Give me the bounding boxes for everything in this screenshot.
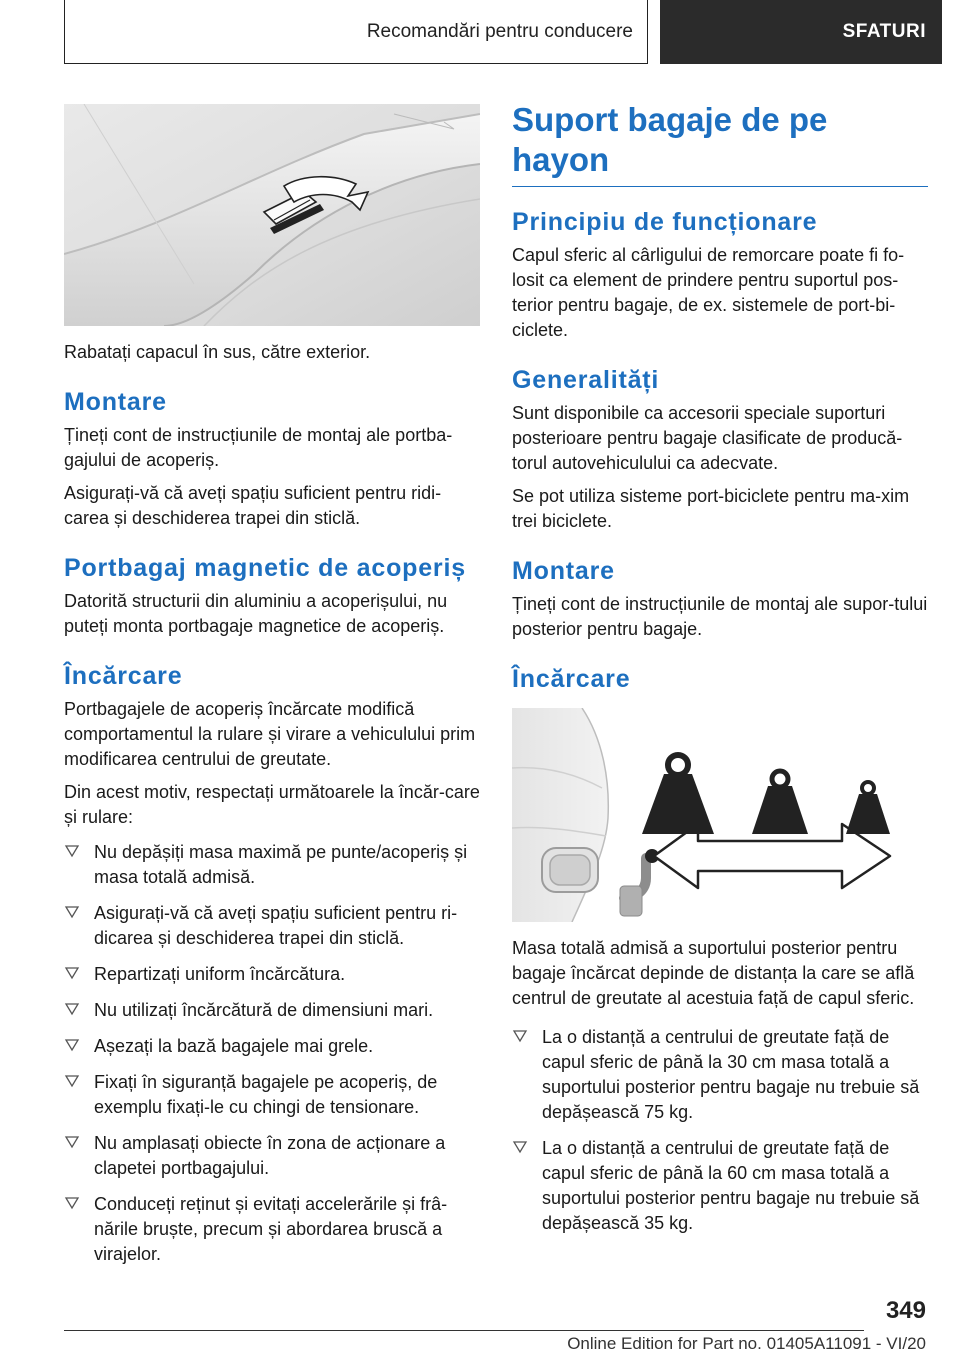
list-item: La o distanță a centrului de greutate față de capul sferic de până la 60 cm masa totală a suportului posterior pentru bagaje nu trebuie să depășească 35 kg. xyxy=(512,1136,928,1236)
paragraph: Țineți cont de instrucțiunile de montaj ale supor-tului posterior pentru bagaje. xyxy=(512,594,928,639)
triangle-bullet-icon xyxy=(64,1134,80,1150)
heading-principiu: Principiu de funcționare xyxy=(512,208,818,236)
triangle-bullet-icon xyxy=(512,1028,528,1044)
figure-caption: Rabatați capacul în sus, către exterior. xyxy=(64,342,371,362)
triangle-bullet-icon xyxy=(64,904,80,920)
heading-montare: Montare xyxy=(512,557,615,585)
footer-divider xyxy=(64,1330,864,1331)
list-item: Nu amplasați obiecte în zona de acționare a clapetei portbagajului. xyxy=(64,1131,480,1181)
load-limits-list xyxy=(512,1025,928,1236)
paragraph: Sunt disponibile ca accesorii speciale suporturi posterioare pentru bagaje clasificate de producă-torul autovehiculului ca adecvate. xyxy=(512,403,903,473)
heading-montare: Montare xyxy=(64,388,167,416)
left-column xyxy=(64,104,480,1278)
weight-small-icon xyxy=(846,782,890,834)
section-title: Recomandări pentru conducere xyxy=(366,20,633,42)
triangle-bullet-icon xyxy=(64,843,80,859)
triangle-bullet-icon xyxy=(64,1001,80,1017)
list-item: Așezați la bază bagajele mai grele. xyxy=(64,1034,480,1059)
tow-hitch-load-illustration xyxy=(512,708,928,922)
roof-cover-illustration xyxy=(64,104,480,326)
triangle-bullet-icon xyxy=(64,1073,80,1089)
triangle-bullet-icon xyxy=(512,1139,528,1155)
list-item: Fixați în siguranță bagajele pe acoperiș, de exemplu fixați-le cu chingi de tensionare. xyxy=(64,1070,480,1120)
footer-edition: Online Edition for Part no. 01405A11091 - VI/20 xyxy=(567,1334,926,1353)
heading-incarcare: Încărcare xyxy=(64,662,183,690)
list-item: Asigurați-vă că aveți spațiu suficient pentru ri-dicarea și deschiderea trapei din sticlă. xyxy=(64,901,480,951)
weight-large-icon xyxy=(642,755,714,834)
loading-rules-list xyxy=(64,840,480,1267)
paragraph: Capul sferic al cârligului de remorcare poate fi fo-losit ca element de prindere pentru suportul pos-terior pentru bagaje, de ex. sistemele de port-bi-ciclete. xyxy=(512,245,905,340)
paragraph: Datorită structurii din aluminiu a acoperișului, nu puteți monta portbagaje magnetice de acoperiș. xyxy=(64,591,448,636)
list-item: La o distanță a centrului de greutate față de capul sferic de până la 30 cm masa totală a suportului posterior pentru bagaje nu trebuie să depășească 75 kg. xyxy=(512,1025,928,1125)
heading-portbagaj-magnetic: Portbagaj magnetic de acoperiș xyxy=(64,554,466,582)
triangle-bullet-icon xyxy=(64,965,80,981)
list-item: Nu depășiți masa maximă pe punte/acoperiș și masa totală admisă. xyxy=(64,840,480,890)
paragraph: Țineți cont de instrucțiunile de montaj ale portba-gajului de acoperiș. xyxy=(64,425,453,470)
list-item: Nu utilizați încărcătură de dimensiuni mari. xyxy=(64,998,480,1023)
paragraph: Din acest motiv, respectați următoarele la încăr-care și rulare: xyxy=(64,782,480,827)
heading-incarcare: Încărcare xyxy=(512,665,631,693)
list-item: Conduceți reținut și evitați accelerările și frâ-nările bruște, precum și abordarea bruscă a virajelor. xyxy=(64,1192,480,1267)
weight-medium-icon xyxy=(752,771,808,834)
list-item: Repartizați uniform încărcătura. xyxy=(64,962,480,987)
paragraph: Asigurați-vă că aveți spațiu suficient pentru ridi-carea și deschiderea trapei din sticlă. xyxy=(64,483,442,528)
page-number: 349 xyxy=(885,1297,926,1324)
figure-caption: Masa totală admisă a suportului posterior pentru bagaje încărcat depinde de distanța la care se află centrul de greutate al acestuia față de capul sferic. xyxy=(512,938,915,1008)
triangle-bullet-icon xyxy=(64,1195,80,1211)
header-section-title xyxy=(64,0,648,64)
page-title: Suport bagaje de pe hayon xyxy=(512,100,928,187)
triangle-bullet-icon xyxy=(64,1037,80,1053)
paragraph: Portbagajele de acoperiș încărcate modifică comportamentul la rulare și virare a vehiculului prim modificarea centrului de greutate. xyxy=(64,699,476,769)
right-column xyxy=(512,100,928,1247)
heading-generalitati: Generalități xyxy=(512,366,660,394)
paragraph: Se pot utiliza sisteme port-biciclete pentru ma-xim trei biciclete. xyxy=(512,486,910,531)
header-chapter-tab xyxy=(660,0,942,64)
chapter-title: SFATURI xyxy=(842,21,926,42)
